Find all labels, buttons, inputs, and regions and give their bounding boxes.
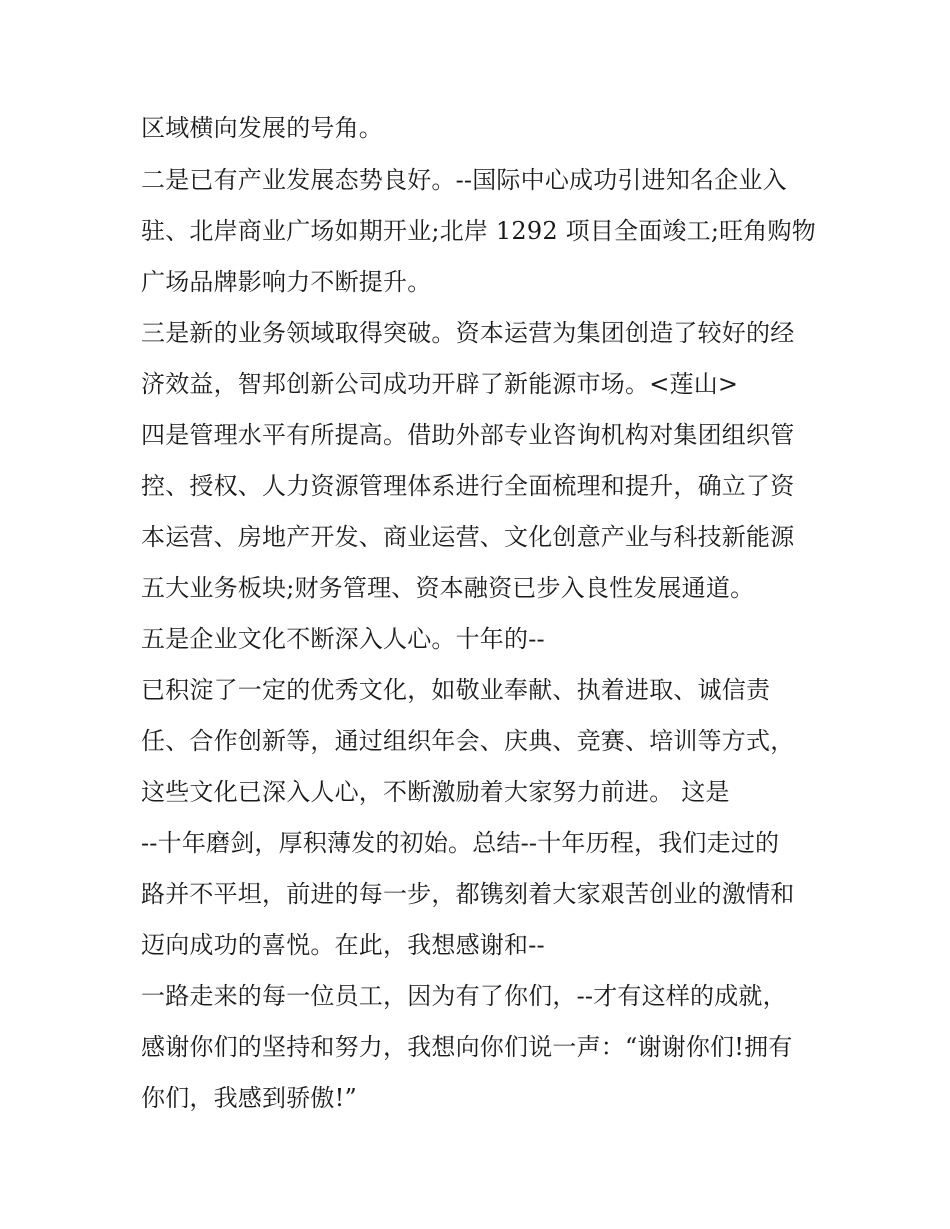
text-line: 任、合作创新等，通过组织年会、庆典、竞赛、培训等方式， xyxy=(141,727,795,755)
text-line: 一路走来的每一位员工，因为有了你们，--才有这样的成就， xyxy=(141,982,787,1010)
text-line: 驻、北岸商业广场如期开业;北岸 1292 项目全面竣工;旺角购物 xyxy=(141,217,816,245)
text-line: 感谢你们的坚持和努力，我想向你们说一声：“谢谢你们!拥有 xyxy=(141,1033,793,1061)
text-line: 路并不平坦，前进的每一步，都镌刻着大家艰苦创业的激情和 xyxy=(141,880,795,908)
text-line: 你们，我感到骄傲!” xyxy=(141,1084,357,1112)
text-line: 控、授权、人力资源管理体系进行全面梳理和提升，确立了资 xyxy=(141,472,795,500)
text-line: 迈向成功的喜悦。在此，我想感谢和-- xyxy=(141,931,545,959)
text-line: 五大业务板块;财务管理、资本融资已步入良性发展通道。 xyxy=(141,574,755,602)
text-line: 这些文化已深入人心，不断激励着大家努力前进。 这是 xyxy=(141,778,730,806)
text-line: 已积淀了一定的优秀文化，如敬业奉献、执着进取、诚信责 xyxy=(141,676,771,704)
text-line: 五是企业文化不断深入人心。十年的-- xyxy=(141,625,545,653)
text-line: 二是已有产业发展态势良好。--国际中心成功引进知名企业入 xyxy=(141,166,787,194)
text-line: 区域横向发展的号角。 xyxy=(141,114,383,142)
text-line: --十年磨剑，厚积薄发的初始。总结--十年历程，我们走过的 xyxy=(141,829,780,857)
text-line: 济效益，智邦创新公司成功开辟了新能源市场。<莲山> xyxy=(141,370,739,398)
text-line: 本运营、房地产开发、商业运营、文化创意产业与科技新能源 xyxy=(141,523,795,551)
text-line: 广场品牌影响力不断提升。 xyxy=(141,268,432,296)
text-line: 四是管理水平有所提高。借助外部专业咨询机构对集团组织管 xyxy=(141,421,795,449)
text-line: 三是新的业务领域取得突破。资本运营为集团创造了较好的经 xyxy=(141,319,795,347)
